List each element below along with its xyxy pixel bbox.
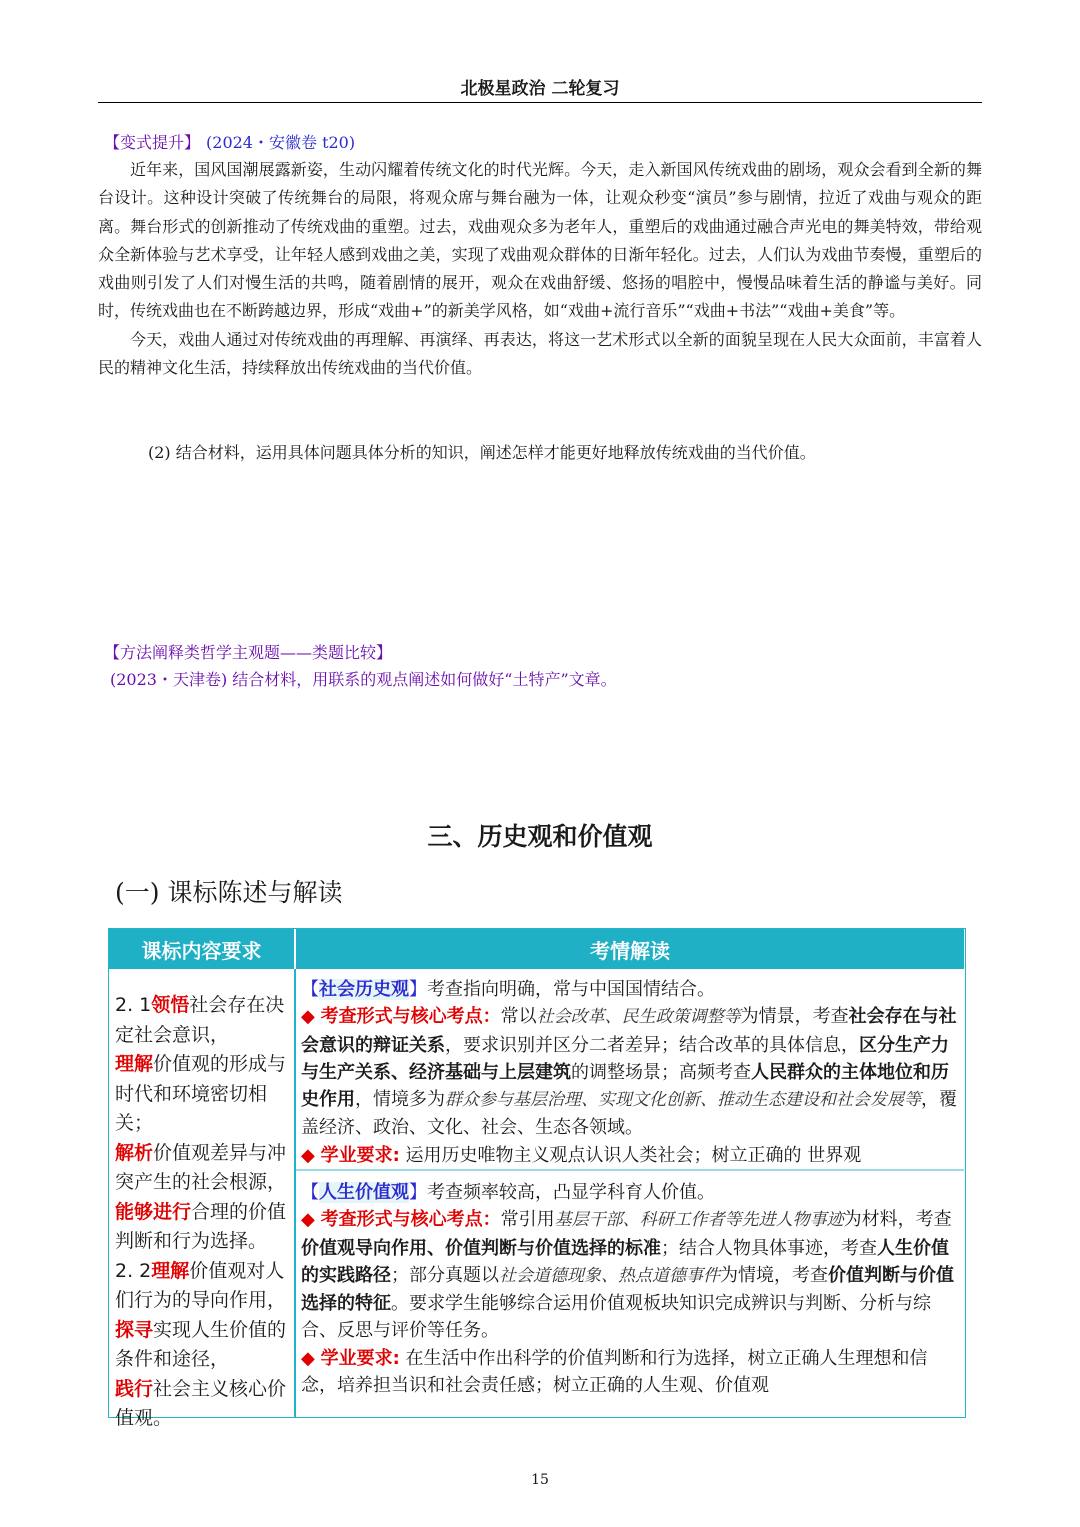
- block-intro: 【社会历史观】考查指向明确，常与中国国情结合。: [301, 979, 715, 1000]
- requirement-text: 社会主义核心价值观。: [115, 1377, 287, 1429]
- header-rule: [98, 102, 982, 103]
- text: 为材料，考查: [843, 1209, 952, 1231]
- requirement-text: 价值观对人们行为的导向作用，: [115, 1259, 287, 1311]
- core-points: [301, 1206, 961, 1344]
- section-title: 三、历史观和价值观: [427, 822, 653, 851]
- curriculum-table: [108, 928, 966, 1429]
- diamond-icon: ◆: [301, 1347, 315, 1369]
- analysis-life-values: [301, 1179, 961, 1399]
- context-text: 社会道德现象、热点道德事件: [499, 1265, 720, 1286]
- text: 常引用: [500, 1209, 555, 1231]
- page-number: 15: [531, 1472, 549, 1488]
- text: 。要求学生能够综合运用价值观板块知识完成辨识与判断、分析与综合、反思与评价等任务。: [301, 1293, 931, 1342]
- row-divider: [296, 1169, 964, 1171]
- method-question: (2023・天津卷) 结合材料，用联系的观点阐述如何做好“土特产”文章。: [110, 670, 617, 689]
- table-header-analysis: 考情解读: [296, 929, 964, 969]
- key-point: 人民群众的主体地位和历史作用: [301, 1061, 949, 1111]
- keyword: 探寻: [115, 1318, 154, 1341]
- passage-paragraph: 近年来，国风国潮展露新姿，生动闪耀着传统文化的时代光辉。今天，走入新国风传统戏曲的剧场，观众会看到全新的舞台设计。这种设计突破了传统舞台的局限，将观众席与舞台融为一体，让观众秒变“演员”参与剧情，拉近了戏曲与观众的距离。舞台形式的创新推动了传统戏曲的重塑。过去，戏曲观众多为老年人，重塑后的戏曲通过融合声光电的舞美特效，带给观众全新体验与艺术享受，让年轻人感到戏曲之美，实现了戏曲观众群体的日渐年轻化。过去，人们认为戏曲节奏慢，重塑后的戏曲则引发了人们对慢生活的共鸣，随着剧情的展开，观众在戏曲舒缓、悠扬的唱腔中，慢慢品味着生活的静谧与美好。同时，传统戏曲也在不断跨越边界，形成“戏曲+”的新美学风格，如“戏曲+流行音乐”“戏曲+书法”“戏曲+美食”等。: [98, 160, 982, 321]
- key-point: 区分生产力与生产关系、经济基础与上层建筑: [301, 1034, 949, 1083]
- context-text: 基层干部、科研工作者等先进人物事迹: [554, 1210, 844, 1231]
- context-text: 社会改革、民生政策调整等: [536, 1007, 741, 1028]
- passage: [98, 156, 982, 382]
- block-intro: 【人生价值观】考查频率较高，凸显学科育人价值。: [301, 1182, 715, 1203]
- keyword: 理解: [115, 1053, 154, 1075]
- analysis-social-history: [301, 976, 961, 1169]
- core-points-label: 考查形式与核心考点：: [320, 1209, 501, 1231]
- page-header: 北极星政治 二轮复习: [460, 79, 620, 99]
- academic-requirement-label: 学业要求:: [320, 1144, 400, 1166]
- item-number: 2. 1: [115, 994, 152, 1016]
- core-points: [301, 1003, 961, 1141]
- passage-paragraph: 今天，戏曲人通过对传统戏曲的再理解、再演绎、再表达，将这一艺术形式以全新的面貌呈现在人民大众面前，丰富着人民的精神文化生活，持续释放出传统戏曲的当代价值。: [98, 329, 982, 378]
- academic-requirement: [301, 1345, 961, 1400]
- text: ；结合人物具体事迹，考查: [661, 1237, 877, 1259]
- variant-heading: [104, 130, 355, 153]
- diamond-icon: ◆: [301, 1006, 315, 1028]
- variant-source: (2024・安徽卷 t20): [206, 133, 356, 152]
- column-divider: [294, 969, 296, 1417]
- academic-requirement-label: 学业要求:: [320, 1347, 400, 1369]
- text: 的调整场景；高频考查: [571, 1061, 751, 1083]
- variant-label: 【变式提升】: [104, 133, 201, 152]
- diamond-icon: ◆: [301, 1144, 315, 1166]
- key-point: 人生价值的实践路径: [301, 1237, 949, 1286]
- block-intro-text: 考查频率较高，凸显学科育人价值。: [427, 1182, 715, 1203]
- keyword: 践行: [115, 1377, 154, 1400]
- block-tag: 人生价值观: [319, 1182, 409, 1203]
- requirement-text: 社会存在决定社会意识，: [115, 994, 285, 1046]
- key-point: 价值观导向作用、价值判断与价值选择的标准: [301, 1237, 661, 1259]
- text: ，要求识别并区分二者差异；结合改革的具体信息，: [445, 1034, 859, 1056]
- academic-requirement-text: 在生活中作出科学的价值判断和行为选择，树立正确人生理想和信念，培养担当识和社会责任感；树立正确的人生观、价值观: [301, 1347, 928, 1397]
- core-points-label: 考查形式与核心考点：: [320, 1006, 501, 1028]
- text: 为情景，考查: [740, 1006, 849, 1028]
- key-point: 价值判断与价值选择的特征: [301, 1264, 954, 1315]
- table-header-requirements: 课标内容要求: [109, 929, 294, 969]
- text: 为情境，考查: [720, 1264, 828, 1286]
- requirement-text: 合理的价值判断和行为选择。: [115, 1200, 287, 1252]
- requirement-text: 实现人生价值的条件和途径，: [115, 1318, 287, 1370]
- requirement-text: 价值观的形成与时代和环境密切相关；: [115, 1053, 287, 1134]
- keyword: 解析: [115, 1141, 154, 1164]
- requirement-text: 价值观差异与冲突产生的社会根源，: [115, 1141, 287, 1193]
- requirements-cell: [115, 991, 291, 1434]
- section-subtitle: (一) 课标陈述与解读: [115, 878, 343, 907]
- question-2: (2) 结合材料，运用具体问题具体分析的知识，阐述怎样才能更好地释放传统戏曲的当代价值。: [148, 443, 816, 462]
- keyword: 理解: [151, 1259, 190, 1282]
- block-tag: 社会历史观: [319, 979, 409, 1000]
- context-text: 群众参与基层治理、实现文化创新、推动生态建设和社会发展等: [445, 1090, 921, 1111]
- academic-requirement-text: 运用历史唯物主义观点认识人类社会；树立正确的 世界观: [405, 1144, 862, 1166]
- text: ；部分真题以: [391, 1264, 499, 1286]
- text: 常以: [500, 1006, 537, 1028]
- text: ，覆盖经济、政治、文化、社会、生态各领域。: [301, 1089, 957, 1139]
- academic-requirement: [301, 1142, 961, 1169]
- method-heading: 【方法阐释类哲学主观题——类题比较】: [104, 643, 393, 662]
- keyword: 领悟: [151, 994, 190, 1016]
- item-number: 2. 2: [115, 1259, 152, 1282]
- block-intro-text: 考查指向明确，常与中国国情结合。: [427, 979, 715, 1000]
- keyword: 能够进行: [115, 1200, 192, 1223]
- text: ，情境多为: [355, 1089, 445, 1111]
- diamond-icon: ◆: [301, 1209, 315, 1231]
- key-point: 社会存在与社会意识的辩证关系: [301, 1006, 957, 1056]
